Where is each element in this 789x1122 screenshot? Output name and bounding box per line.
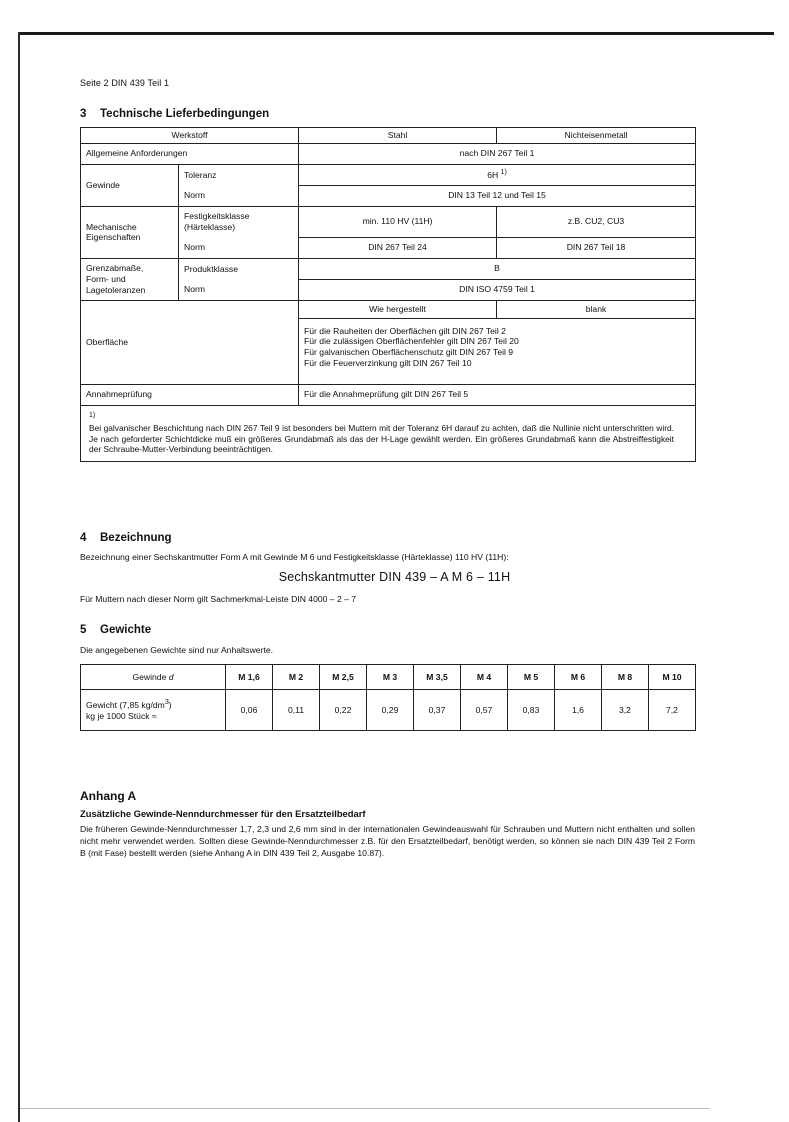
cell-oberflaeche-ne: blank: [497, 300, 696, 318]
page-header: Seite 2 DIN 439 Teil 1: [80, 78, 170, 88]
grenz-label-line-2: Form- und: [86, 273, 126, 284]
header-thread-size: M 4: [461, 665, 508, 690]
cell-oberflaeche-rules: [299, 318, 696, 384]
footnote-mark: [89, 412, 103, 423]
cell-annahmepruefung-value: Für die Annahmeprüfung gilt DIN 267 Teil 5: [299, 384, 696, 405]
sublabel-grenz-norm: Norm: [179, 279, 299, 300]
section-5-number: 5: [80, 624, 87, 636]
header-thread-size: M 8: [602, 665, 649, 690]
page-edge-top: [18, 32, 774, 35]
sublabel-mech-norm: Norm: [179, 237, 299, 258]
cell-mech-norm-stahl: DIN 267 Teil 24: [299, 237, 497, 258]
cell-allgemeine-value: nach DIN 267 Teil 1: [299, 143, 696, 164]
gewicht-label-sup: 3: [164, 698, 169, 707]
header-thread-size: M 3: [367, 665, 414, 690]
section-3-title: Technische Lieferbedingungen: [100, 108, 270, 120]
sublabel-produktklasse: Produktklasse: [179, 258, 299, 279]
cell-weight: 7,2: [649, 690, 696, 731]
sublabel-gewinde-norm: Norm: [179, 185, 299, 206]
grenz-label-line-1: Grenzabmaße,: [86, 263, 144, 274]
cell-produktklasse-value: B: [299, 258, 696, 279]
page-edge-bottom: [20, 1108, 710, 1109]
cell-weight: 0,22: [320, 690, 367, 731]
section-4-number: 4: [80, 532, 87, 544]
row-label-grenzabmasse: [81, 258, 179, 300]
header-thread-size: M 10: [649, 665, 696, 690]
annex-heading: Anhang A: [80, 789, 137, 803]
weights-intro: Die angegebenen Gewichte sind nur Anhaltswerte.: [80, 645, 274, 655]
mech-label-line-2: Eigenschaften: [86, 232, 141, 243]
row-label-annahmepruefung: Annahmeprüfung: [81, 384, 299, 405]
cell-mech-norm-ne: DIN 267 Teil 18: [497, 237, 696, 258]
section-5-title: Gewichte: [100, 624, 152, 636]
cell-weight: 0,57: [461, 690, 508, 731]
oberflaeche-rule-2: Für die zulässigen Oberflächenfehler gilt DIN 267 Teil 20: [304, 336, 519, 347]
cell-oberflaeche-stahl: Wie hergestellt: [299, 300, 497, 318]
designation-intro: Bezeichnung einer Sechskantmutter Form A mit Gewinde M 6 und Festigkeitsklasse (Härteklasse) 110 HV (11H):: [80, 552, 509, 562]
header-gewinde-d: [81, 665, 226, 690]
gewicht-label-b: ): [168, 700, 172, 711]
toleranz-value: 6H: [487, 169, 499, 180]
section-5-heading: [80, 624, 151, 636]
table-row: [81, 143, 696, 164]
gewicht-label-line-2: kg je 1000 Stück ≈: [86, 710, 157, 721]
row-label-gewinde: Gewinde: [81, 164, 179, 206]
designation-note: Für Muttern nach dieser Norm gilt Sachmerkmal-Leiste DIN 4000 – 2 – 7: [80, 594, 357, 604]
section-3-number: 3: [80, 108, 87, 120]
delivery-conditions-table: [80, 127, 696, 462]
cell-weight: 3,2: [602, 690, 649, 731]
table-row: [81, 690, 696, 731]
weights-table: [80, 664, 696, 731]
cell-weight: 0,37: [414, 690, 461, 731]
table-row: [81, 405, 696, 461]
table-row: [81, 384, 696, 405]
header-thread-size: M 2,5: [320, 665, 367, 690]
section-4-heading: [80, 532, 172, 544]
fk-label-line-1: Festigkeitsklasse: [184, 211, 250, 222]
header-thread-size: M 3,5: [414, 665, 461, 690]
header-thread-size: M 6: [555, 665, 602, 690]
table-footnote: [81, 405, 696, 461]
cell-weight: 1,6: [555, 690, 602, 731]
grenz-label-line-3: Lagetoleranzen: [86, 284, 146, 295]
cell-grenz-norm: DIN ISO 4759 Teil 1: [299, 279, 696, 300]
footnote-text: Bei galvanischer Beschichtung nach DIN 267 Teil 9 ist besonders bei Muttern mit der Toleranz 6H darauf zu achten, daß die Nullinie nicht unterschritten wird. Je nach geforderter Schichtdicke muß ein größeres Grundabmaß als das der H-Lage gewählt werden. Ein größeres Grundabmaß kann die Abstreiffestigkeit der Schraube-Mutter-Verbindung beeinträchtigen.: [89, 423, 674, 455]
row-label-allgemeine: Allgemeine Anforderungen: [81, 143, 299, 164]
cell-gewinde-norm: DIN 13 Teil 12 und Teil 15: [299, 185, 696, 206]
oberflaeche-rule-1: Für die Rauheiten der Oberflächen gilt DIN 267 Teil 2: [304, 325, 506, 336]
cell-weight: 0,29: [367, 690, 414, 731]
gewicht-label-a: Gewicht (7,85 kg/dm: [86, 700, 165, 711]
footnote-ref: 1): [500, 168, 507, 176]
header-thread-size: M 2: [273, 665, 320, 690]
header-nichteisenmetall: Nichteisenmetall: [497, 128, 696, 144]
annex-paragraph: Die früheren Gewinde-Nenndurchmesser 1,7, 2,3 und 2,6 mm sind in der internationalen Gewindeauswahl für Schrauben und Muttern nicht enthalten und sollen nicht mehr verwendet werden. Sollten diese Gewinde-Nenndurchmesser z.B. für den Ersatzteilbedarf, benötigt werden, so können sie nach DIN 439 Teil 2 Form B (mit Fase) bestellt werden (siehe Anhang A in DIN 439 Teil 2, Ausgabe 10.87).: [80, 824, 695, 858]
table-row: [81, 164, 696, 185]
mech-label-line-1: Mechanische: [86, 221, 137, 232]
oberflaeche-rule-3: Für galvanischen Oberflächenschutz gilt DIN 267 Teil 9: [304, 347, 514, 358]
row-label-oberflaeche: Oberfläche: [81, 300, 299, 384]
designation-example: Sechskantmutter DIN 439 – A M 6 – 11H: [278, 570, 511, 584]
table-row: [81, 300, 696, 318]
table-row: [81, 206, 696, 237]
sublabel-toleranz: Toleranz: [179, 164, 299, 185]
section-3-heading: [80, 108, 269, 120]
header-thread-size: M 1,6: [226, 665, 273, 690]
annex-subtitle: Zusätzliche Gewinde-Nenndurchmesser für den Ersatzteilbedarf: [80, 808, 366, 819]
table-row: [81, 128, 696, 144]
gewinde-label: Gewinde: [132, 671, 169, 682]
oberflaeche-rule-4: Für die Feuerverzinkung gilt DIN 267 Teil 10: [304, 357, 472, 368]
section-4-title: Bezeichnung: [100, 532, 172, 544]
table-row: [81, 258, 696, 279]
gewinde-variable: d: [168, 671, 174, 682]
cell-toleranz-value: [299, 164, 696, 185]
header-thread-size: M 5: [508, 665, 555, 690]
row-label-mechanische: [81, 206, 179, 258]
cell-weight: 0,06: [226, 690, 273, 731]
fk-label-line-2: (Härteklasse): [184, 221, 236, 232]
sublabel-festigkeitsklasse: [179, 206, 299, 237]
table-row: [81, 665, 696, 690]
row-label-gewicht: [81, 690, 226, 731]
footnote-mark-text: 1): [89, 411, 96, 419]
header-werkstoff: Werkstoff: [81, 128, 299, 144]
cell-weight: 0,11: [273, 690, 320, 731]
cell-fk-stahl: min. 110 HV (11H): [299, 206, 497, 237]
cell-weight: 0,83: [508, 690, 555, 731]
header-stahl: Stahl: [299, 128, 497, 144]
cell-fk-ne: z.B. CU2, CU3: [497, 206, 696, 237]
